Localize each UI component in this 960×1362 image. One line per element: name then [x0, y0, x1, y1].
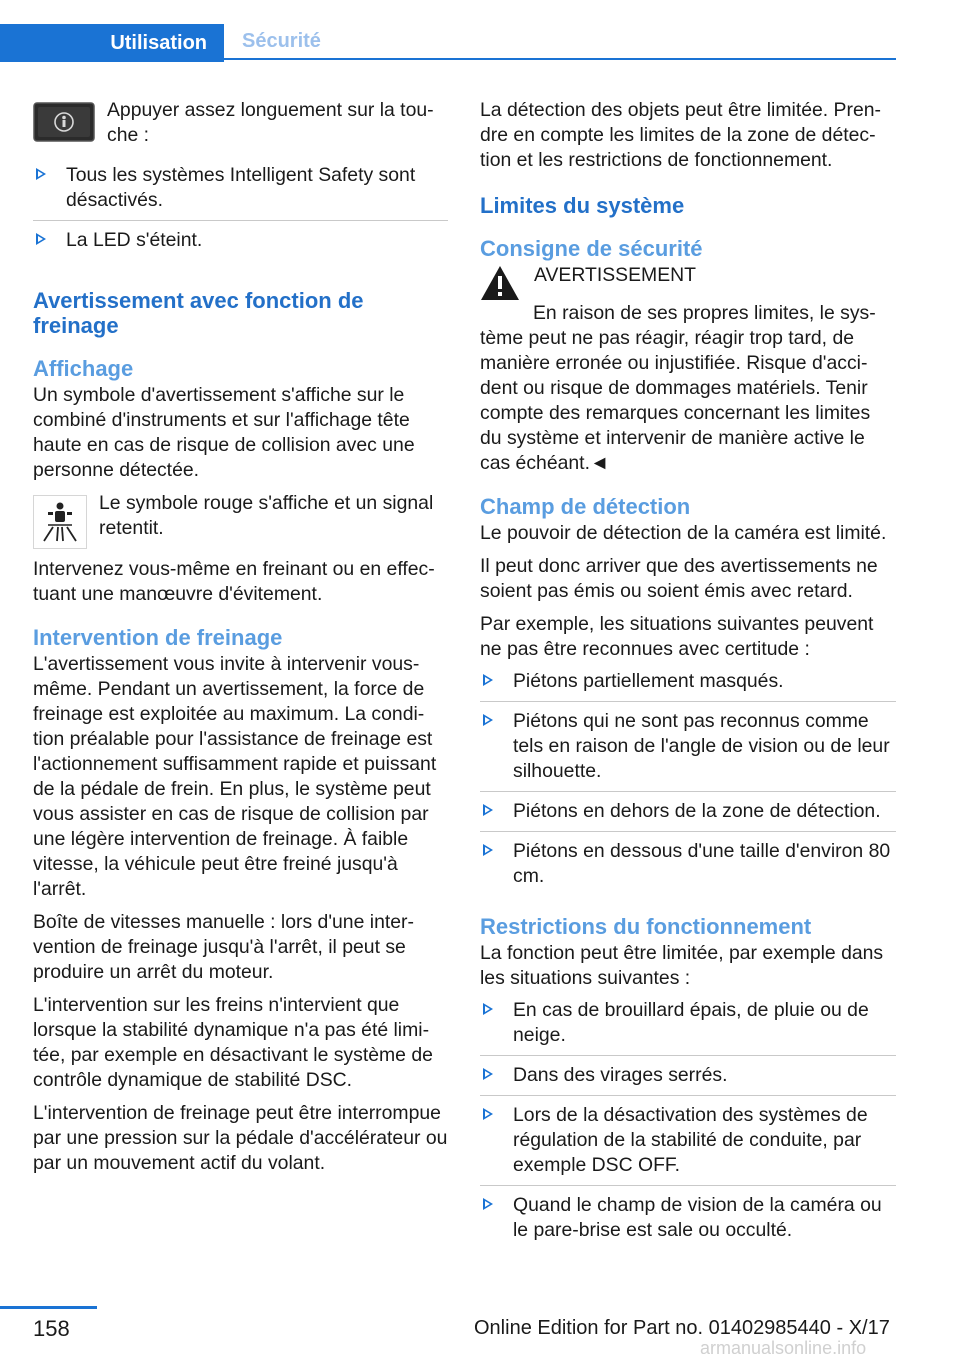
- paragraph-intervention-4: L'intervention de freinage peut être interrompue par une pression sur la pédale d'accélérateur ou par un mouvement actif du volant.: [33, 1102, 448, 1174]
- paragraph-intervenez: Intervenez vous-même en freinant ou en effectuant une manœuvre d'évitement.: [33, 558, 435, 605]
- right-column: [480, 98, 896, 1250]
- paragraph-restrictions: La fonction peut être limitée, par exemple dans les situations suivantes :: [480, 942, 884, 989]
- list-item: [33, 220, 448, 260]
- list-item-text: Tous les systèmes Intelligent Safety sont désactivés.: [66, 164, 416, 211]
- paragraph-champ-2: Il peut donc arriver que des avertissements ne soient pas émis ou soient émis avec retard.: [480, 555, 878, 602]
- list-item-text: Piétons en dessous d'une taille d'environ 80 cm.: [513, 840, 891, 887]
- triangle-bullet-icon: [483, 844, 493, 856]
- triangle-bullet-icon: [483, 1198, 493, 1210]
- paragraph-champ-1: Le pouvoir de détection de la caméra est limité.: [480, 522, 887, 544]
- list-item: [480, 791, 896, 831]
- subheading-intervention: Intervention de freinage: [33, 625, 283, 650]
- triangle-bullet-icon: [36, 233, 46, 245]
- list-item: [480, 662, 896, 701]
- key-instruction: [33, 98, 448, 148]
- symbol-description: [33, 491, 448, 549]
- symbol-description-text: Le symbole rouge s'affiche et un signal retentit.: [99, 492, 434, 539]
- list-item: [480, 991, 896, 1055]
- list-item: [480, 831, 896, 896]
- warning-block: [480, 263, 896, 301]
- tab-utilisation[interactable]: Utilisation: [0, 24, 224, 62]
- subheading-consigne: Consigne de sécurité: [480, 236, 703, 261]
- page-number: 158: [33, 1316, 70, 1341]
- warning-text: En raison de ses propres limites, le système peut ne pas réagir, réagir trop tard, de manière erronée ou injustifiée. Risque d'accident ou risque de dommages matériels. Tenir compte des remarques concernant les limites du système et intervenir de manière active le cas échéant.◄: [480, 302, 876, 474]
- section-heading-avertissement: Avertissement avec fonction de freinage: [33, 288, 364, 338]
- list-item: [480, 701, 896, 791]
- subheading-restrictions: Restrictions du fonctionnement: [480, 914, 812, 939]
- list-item-text: En cas de brouillard épais, de pluie ou de neige.: [513, 999, 869, 1046]
- section-heading-limites: Limites du système: [480, 193, 685, 218]
- list-item: [480, 1055, 896, 1095]
- edition-text: Online Edition for Part no. 01402985440 - X/17: [474, 1317, 890, 1339]
- list-item-text: Lors de la désactivation des systèmes de régulation de la stabilité de conduite, par exemple DSC OFF.: [513, 1104, 868, 1176]
- bullet-list-disable: [33, 156, 448, 260]
- left-column: [33, 98, 448, 1184]
- paragraph-intervention-3: L'intervention sur les freins n'intervient que lorsque la stabilité dynamique n'a pas été limitée, par exemple en désactivant le système de contrôle dynamique de stabilité DSC.: [33, 994, 433, 1091]
- tab-securite[interactable]: Sécurité: [224, 24, 896, 60]
- watermark: armanualsonline.info: [700, 1338, 867, 1358]
- header-tabbar: [0, 24, 896, 62]
- warning-triangle-icon: [480, 265, 520, 301]
- list-item: [33, 156, 448, 220]
- list-item-text: Quand le champ de vision de la caméra ou le pare-brise est sale ou occulté.: [513, 1194, 882, 1241]
- list-item-text: La LED s'éteint.: [66, 229, 203, 251]
- list-item: [480, 1185, 896, 1250]
- paragraph-affichage: Un symbole d'avertissement s'affiche sur le combiné d'instruments et sur l'affichage tête haute en cas de risque de collision avec une personne détectée.: [33, 384, 415, 481]
- triangle-bullet-icon: [483, 804, 493, 816]
- warning-title: AVERTISSEMENT: [534, 264, 696, 286]
- triangle-bullet-icon: [483, 1108, 493, 1120]
- pedestrian-warning-icon: [33, 495, 87, 549]
- bullet-list-champ: [480, 662, 896, 896]
- triangle-bullet-icon: [483, 714, 493, 726]
- list-item-text: Piétons en dehors de la zone de détection.: [513, 800, 881, 822]
- paragraph-intervention-1: L'avertissement vous invite à intervenir vous-même. Pendant un avertissement, la force de freinage est exploitée au maximum. La condition préalable pour l'assistance de freinage est l'actionnement suffisamment rapide et puissant de la pédale de frein. En plus, le système peut vous assister en cas de risque de collision par une légère intervention de freinage. À faible vitesse, la véhicule peut être freiné jusqu'à l'arrêt.: [33, 653, 437, 900]
- triangle-bullet-icon: [483, 1003, 493, 1015]
- list-item: [480, 1095, 896, 1185]
- triangle-bullet-icon: [36, 168, 46, 180]
- subheading-champ: Champ de détection: [480, 494, 691, 519]
- triangle-bullet-icon: [483, 674, 493, 686]
- bullet-list-restrictions: [480, 991, 896, 1250]
- key-instruction-text: Appuyer assez longuement sur la touche :: [107, 99, 434, 146]
- subheading-affichage: Affichage: [33, 356, 134, 381]
- safety-button-icon: [33, 102, 95, 142]
- paragraph-champ-3: Par exemple, les situations suivantes peuvent ne pas être reconnues avec certitude :: [480, 613, 874, 660]
- list-item-text: Piétons partiellement masqués.: [513, 670, 784, 692]
- paragraph-detection: La détection des objets peut être limitée. Prendre en compte les limites de la zone de détection et les restrictions de fonctionnement.: [480, 99, 881, 171]
- footer-rule: [0, 1306, 97, 1309]
- list-item-text: Piétons qui ne sont pas reconnus comme tels en raison de l'angle de vision ou de leur silhouette.: [513, 710, 890, 782]
- list-item-text: Dans des virages serrés.: [513, 1064, 728, 1086]
- triangle-bullet-icon: [483, 1068, 493, 1080]
- paragraph-intervention-2: Boîte de vitesses manuelle : lors d'une intervention de freinage jusqu'à l'arrêt, il peut se produire un arrêt du moteur.: [33, 911, 414, 983]
